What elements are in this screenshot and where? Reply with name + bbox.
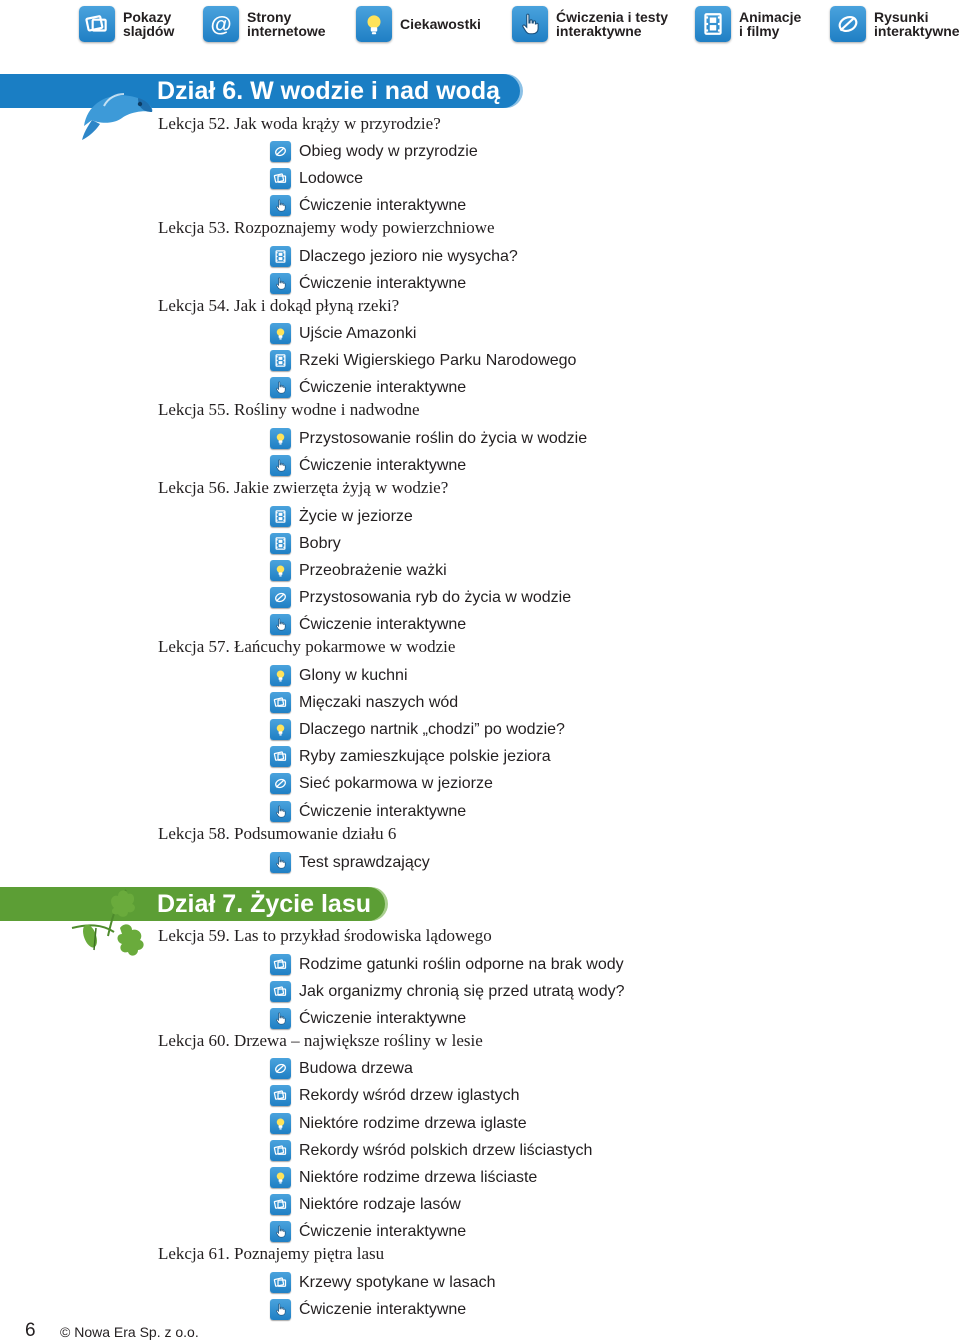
resource-label: Bobry: [299, 534, 341, 552]
lesson-title: Lekcja 59. Las to przykład środowiska lądowego: [158, 926, 492, 945]
resource-link[interactable]: [270, 273, 466, 294]
drawing-icon: [270, 1058, 291, 1079]
hand-pointer-icon: [270, 273, 291, 294]
drawing-icon: [830, 6, 866, 42]
resource-link[interactable]: [270, 981, 625, 1002]
legend-slideshows[interactable]: [79, 6, 174, 42]
film-icon: [270, 350, 291, 371]
resource-link[interactable]: [270, 852, 430, 873]
resource-link[interactable]: [270, 506, 413, 527]
lightbulb-icon: [270, 428, 291, 449]
hand-pointer-icon: [270, 1299, 291, 1320]
legend-label: Animacje i filmy: [739, 9, 802, 39]
legend-label: Ciekawostki: [400, 16, 481, 32]
lesson-title: Lekcja 60. Drzewa – największe rośliny w lesie: [158, 1031, 483, 1050]
legend-exercises[interactable]: [512, 6, 668, 42]
resource-link[interactable]: [270, 719, 565, 740]
resource-label: Rekordy wśród drzew iglastych: [299, 1086, 520, 1104]
resource-link[interactable]: [270, 1272, 496, 1293]
resource-link[interactable]: [270, 246, 518, 267]
slideshow-icon: [270, 692, 291, 713]
resource-label: Dlaczego nartnik „chodzi” po wodzie?: [299, 720, 565, 738]
resource-label: Dlaczego jezioro nie wysycha?: [299, 247, 518, 265]
lightbulb-icon: [270, 1167, 291, 1188]
resource-link[interactable]: [270, 141, 478, 162]
resource-link[interactable]: [270, 587, 571, 608]
section-title: Dział 7. Życie lasu: [157, 890, 371, 918]
resource-link[interactable]: [270, 1167, 537, 1188]
resource-label: Przystosowanie roślin do życia w wodzie: [299, 429, 588, 447]
resource-label: Mięczaki naszych wód: [299, 693, 459, 711]
slideshow-icon: [270, 746, 291, 767]
resource-link[interactable]: [270, 954, 624, 975]
resource-label: Ćwiczenie interaktywne: [299, 1222, 467, 1240]
resource-link[interactable]: [270, 614, 466, 635]
resource-link[interactable]: [270, 746, 551, 767]
slideshow-icon: [79, 6, 115, 42]
resource-link[interactable]: [270, 1194, 461, 1215]
hand-pointer-icon: [270, 455, 291, 476]
section-title: Dział 6. W wodzie i nad wodą: [157, 77, 501, 105]
resource-link[interactable]: [270, 1113, 527, 1134]
resource-label: Ćwiczenie interaktywne: [299, 378, 467, 396]
resource-label: Rekordy wśród polskich drzew liściastych: [299, 1141, 593, 1159]
oak-leaves-illustration: [68, 888, 150, 962]
resource-label: Ryby zamieszkujące polskie jeziora: [299, 747, 551, 765]
page-number: 6: [25, 1320, 36, 1341]
lightbulb-icon: [270, 560, 291, 581]
slideshow-icon: [270, 954, 291, 975]
lesson-title: Lekcja 52. Jak woda krąży w przyrodzie?: [158, 114, 441, 133]
slideshow-icon: [270, 1272, 291, 1293]
resource-link[interactable]: [270, 665, 408, 686]
resource-label: Ujście Amazonki: [299, 324, 417, 342]
slideshow-icon: [270, 981, 291, 1002]
lesson-title: Lekcja 55. Rośliny wodne i nadwodne: [158, 400, 420, 419]
resource-link[interactable]: [270, 801, 466, 822]
slideshow-icon: [270, 168, 291, 189]
hand-pointer-icon: [512, 6, 548, 42]
lightbulb-icon: [356, 6, 392, 42]
section-banner-7: [0, 887, 395, 921]
resource-label: Ćwiczenie interaktywne: [299, 615, 467, 633]
resource-link[interactable]: [270, 350, 576, 371]
resource-link[interactable]: [270, 323, 416, 344]
resource-label: Jak organizmy chronią się przed utratą wody?: [299, 982, 625, 1000]
svg-text:@: @: [210, 11, 232, 37]
resource-link[interactable]: [270, 533, 341, 554]
slideshow-icon: [270, 1085, 291, 1106]
legend-label: Strony internetowe: [247, 9, 326, 39]
resource-label: Glony w kuchni: [299, 666, 408, 684]
drawing-icon: [270, 587, 291, 608]
resource-label: Ćwiczenie interaktywne: [299, 456, 467, 474]
resource-link[interactable]: [270, 1299, 466, 1320]
resource-label: Budowa drzewa: [299, 1059, 413, 1077]
resource-label: Rzeki Wigierskiego Parku Narodowego: [299, 351, 577, 369]
fish-illustration: [78, 86, 156, 142]
film-icon: [270, 533, 291, 554]
slideshow-icon: [270, 1194, 291, 1215]
hand-pointer-icon: [270, 1008, 291, 1029]
hand-pointer-icon: [270, 377, 291, 398]
resource-label: Ćwiczenie interaktywne: [299, 196, 467, 214]
icon-legend: [0, 0, 960, 50]
slideshow-icon: [270, 1140, 291, 1161]
resource-label: Przystosowania ryb do życia w wodzie: [299, 588, 572, 606]
resource-label: Przeobrażenie ważki: [299, 561, 447, 579]
resource-label: Krzewy spotykane w lasach: [299, 1273, 496, 1291]
legend-animations[interactable]: [695, 6, 801, 42]
legend-label: Rysunki interaktywne: [874, 9, 960, 39]
resource-label: Niektóre rodzime drzewa liściaste: [299, 1168, 538, 1186]
resource-link[interactable]: [270, 428, 587, 449]
resource-link[interactable]: [270, 773, 493, 794]
resource-label: Lodowce: [299, 169, 364, 187]
lightbulb-icon: [270, 323, 291, 344]
legend-websites[interactable]: [203, 6, 326, 42]
resource-link[interactable]: [270, 1221, 466, 1242]
legend-label: Pokazy slajdów: [123, 9, 175, 39]
resource-label: Niektóre rodzaje lasów: [299, 1195, 461, 1213]
legend-drawings[interactable]: [830, 6, 960, 42]
resource-label: Sieć pokarmowa w jeziorze: [299, 774, 493, 792]
resource-link[interactable]: [270, 1085, 520, 1106]
legend-trivia[interactable]: [356, 6, 481, 42]
resource-link[interactable]: [270, 455, 466, 476]
hand-pointer-icon: [270, 801, 291, 822]
hand-pointer-icon: [270, 1221, 291, 1242]
film-icon: [270, 246, 291, 267]
resource-label: Ćwiczenie interaktywne: [299, 802, 467, 820]
resource-link[interactable]: [270, 560, 447, 581]
resource-label: Rodzime gatunki roślin odporne na brak wody: [299, 955, 624, 973]
lesson-title: Lekcja 54. Jak i dokąd płyną rzeki?: [158, 296, 400, 315]
resource-link[interactable]: [270, 1008, 466, 1029]
resource-link[interactable]: [270, 168, 363, 189]
resource-label: Niektóre rodzime drzewa iglaste: [299, 1114, 527, 1132]
lesson-title: Lekcja 58. Podsumowanie działu 6: [158, 824, 397, 843]
drawing-icon: [270, 773, 291, 794]
lightbulb-icon: [270, 665, 291, 686]
lightbulb-icon: [270, 719, 291, 740]
resource-link[interactable]: [270, 1140, 592, 1161]
at-icon: [203, 6, 239, 42]
lightbulb-icon: [270, 1113, 291, 1134]
drawing-icon: [270, 141, 291, 162]
resource-link[interactable]: [270, 692, 458, 713]
copyright: © Nowa Era Sp. z o.o.: [60, 1324, 199, 1340]
resource-link[interactable]: [270, 195, 466, 216]
lesson-title: Lekcja 56. Jakie zwierzęta żyją w wodzie?: [158, 478, 449, 497]
hand-pointer-icon: [270, 614, 291, 635]
resource-label: Ćwiczenie interaktywne: [299, 1009, 467, 1027]
resource-label: Ćwiczenie interaktywne: [299, 1300, 467, 1318]
lesson-title: Lekcja 57. Łańcuchy pokarmowe w wodzie: [158, 637, 456, 656]
lesson-title: Lekcja 53. Rozpoznajemy wody powierzchniowe: [158, 218, 495, 237]
film-icon: [270, 506, 291, 527]
lesson-title: Lekcja 61. Poznajemy piętra lasu: [158, 1244, 385, 1263]
resource-link[interactable]: [270, 377, 466, 398]
resource-link[interactable]: [270, 1058, 413, 1079]
legend-label: Ćwiczenia i testy interaktywne: [556, 9, 669, 39]
hand-pointer-icon: [270, 195, 291, 216]
film-icon: [695, 6, 731, 42]
resource-label: Obieg wody w przyrodzie: [299, 142, 478, 160]
resource-label: Życie w jeziorze: [299, 507, 413, 525]
resource-label: Ćwiczenie interaktywne: [299, 274, 467, 292]
resource-label: Test sprawdzający: [299, 853, 430, 871]
hand-pointer-icon: [270, 852, 291, 873]
